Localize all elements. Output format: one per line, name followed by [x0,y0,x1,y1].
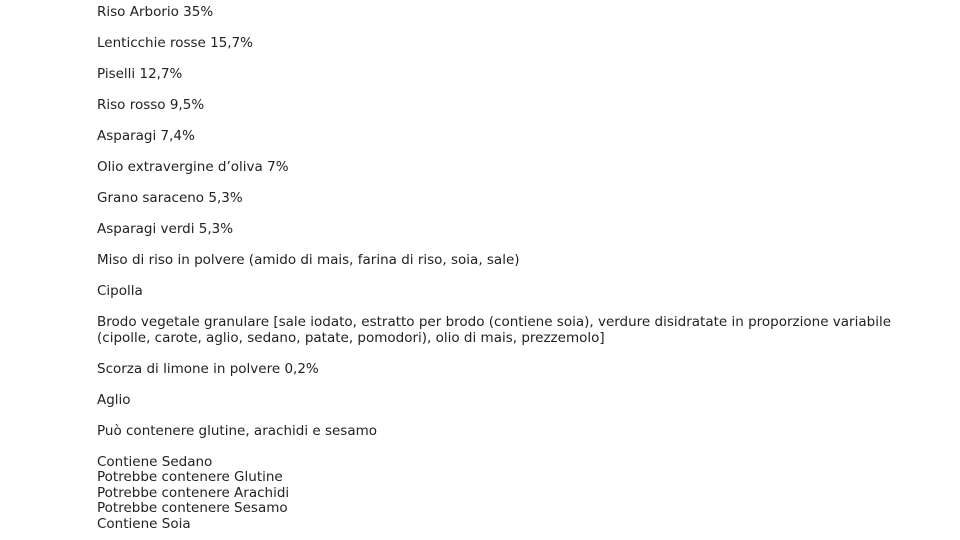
allergen-item: Contiene Soia [97,515,191,532]
spacer [97,114,927,130]
ingredient-line: Piselli 12,7% [97,66,183,82]
spacer [97,439,927,455]
spacer [97,21,927,37]
ingredient-line: Olio extravergine d’oliva 7% [97,159,289,175]
spacer [97,269,927,285]
spacer [97,238,927,254]
ingredient-line: Miso di riso in polvere (amido di mais, farina di riso, soia, sale) [97,252,520,268]
allergen-list [97,455,927,533]
ingredient-line: Scorza di limone in polvere 0,2% [97,360,319,377]
brodo-line-2: (cipolle, carote, aglio, sedano, patate, pomodori), olio di mais, prezzemolo] [97,329,605,346]
allergen-item: Potrebbe contenere Sesamo [97,500,288,516]
allergen-item: Contiene Sedano [97,453,213,470]
brodo-line-1: Brodo vegetale granulare [sale iodato, estratto per brodo (contiene soia), verdure disidratate in proporzione variabile [97,314,892,330]
brodo-paragraph [97,315,927,346]
ingredients-document [97,5,927,532]
allergen-warning: Può contenere glutine, arachidi e sesamo [97,422,378,439]
spacer [97,346,927,362]
spacer [97,408,927,424]
allergen-item: Potrebbe contenere Arachidi [97,484,290,501]
spacer [97,176,927,192]
ingredient-line: Lenticchie rosse 15,7% [97,35,254,51]
ingredient-line: Asparagi verdi 5,3% [97,221,234,237]
spacer [97,83,927,99]
ingredient-line: Asparagi 7,4% [97,128,195,144]
spacer [97,300,927,316]
spacer [97,207,927,223]
ingredient-line: Grano saraceno 5,3% [97,190,243,206]
ingredient-line: Riso rosso 9,5% [97,97,205,113]
spacer [97,52,927,68]
spacer [97,145,927,161]
ingredient-line: Cipolla [97,283,143,299]
allergen-item: Potrebbe contenere Glutine [97,469,283,485]
ingredient-line: Aglio [97,391,131,408]
ingredient-line: Riso Arborio 35% [97,4,214,20]
spacer [97,377,927,393]
